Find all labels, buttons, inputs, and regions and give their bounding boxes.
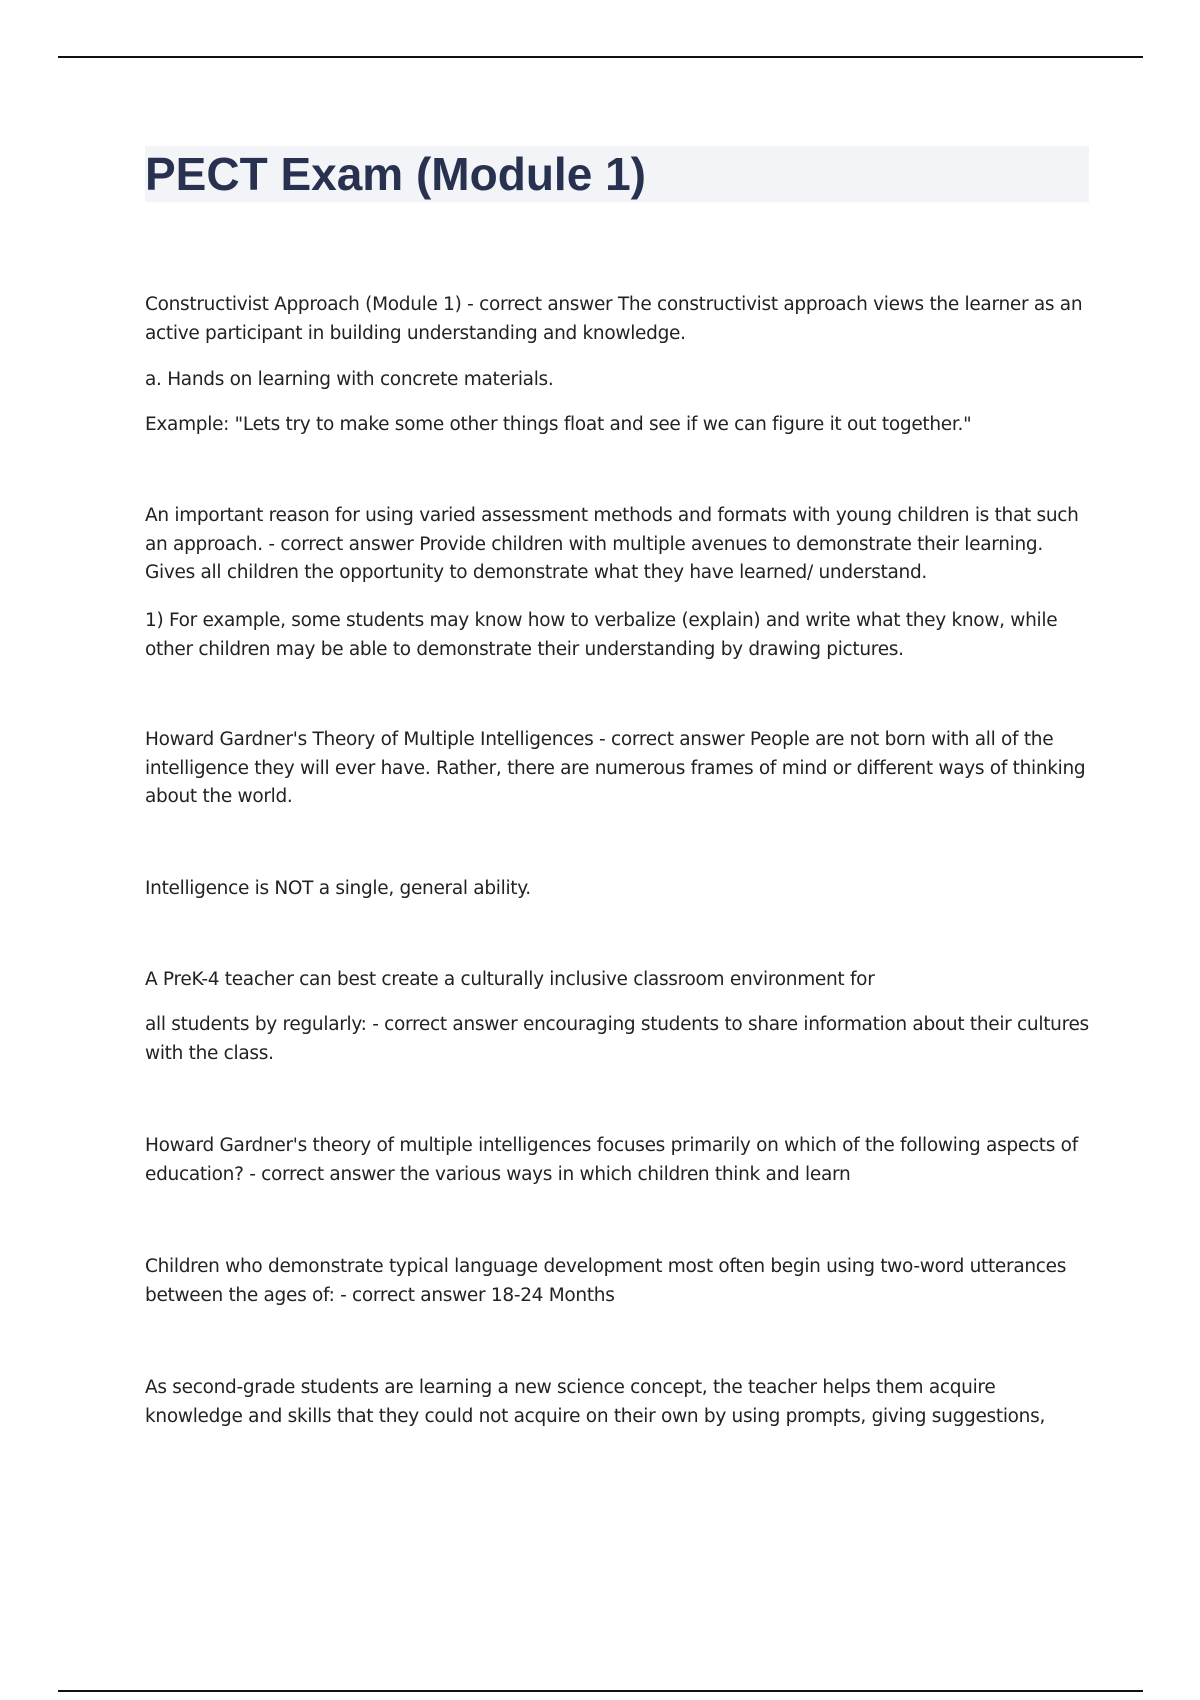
paragraph-gardner-theory: Howard Gardner's Theory of Multiple Intelligences - correct answer People are not born with all of the intelligence they will ever have. Rather, there are numerous frames of mind or different ways of thinking about the world. bbox=[145, 729, 1086, 807]
paragraph-gardner-question: Howard Gardner's theory of multiple intelligences focuses primarily on which of the following aspects of education? - correct answer the various ways in which children think and learn bbox=[145, 1135, 1078, 1185]
paragraph-intelligence: Intelligence is NOT a single, general ability. bbox=[145, 878, 531, 899]
paragraph-hands-on: a. Hands on learning with concrete materials. bbox=[145, 369, 554, 390]
paragraph-prek4: A PreK-4 teacher can best create a culturally inclusive classroom environment for bbox=[145, 969, 875, 990]
paragraph-second-grade: As second-grade students are learning a new science concept, the teacher helps them acquire knowledge and skills that they could not acquire on their own by using prompts, giving suggestions, bbox=[145, 1377, 1046, 1427]
paragraph-assessment: An important reason for using varied assessment methods and formats with young children is that such an approach. - correct answer Provide children with multiple avenues to demonstrate their learning. Gives all children the opportunity to demonstrate what they have learned/ understand. bbox=[145, 505, 1079, 583]
paragraph-prek4-answer: all students by regularly: - correct answer encouraging students to share information about their cultures with the class. bbox=[145, 1014, 1089, 1064]
paragraph-constructivist: Constructivist Approach (Module 1) - correct answer The constructivist approach views the learner as an active participant in building understanding and knowledge. bbox=[145, 294, 1083, 344]
page-title: PECT Exam (Module 1) bbox=[145, 148, 646, 200]
paragraph-assessment-example: 1) For example, some students may know how to verbalize (explain) and write what they know, while other children may be able to demonstrate their understanding by drawing pictures. bbox=[145, 610, 1058, 660]
footer-rule bbox=[58, 1690, 1143, 1692]
paragraph-language-development: Children who demonstrate typical language development most often begin using two-word utterances between the ages of: - correct answer 18-24 Months bbox=[145, 1256, 1067, 1306]
header-rule bbox=[58, 56, 1143, 58]
paragraph-example: Example: "Lets try to make some other things float and see if we can figure it out together." bbox=[145, 414, 972, 435]
